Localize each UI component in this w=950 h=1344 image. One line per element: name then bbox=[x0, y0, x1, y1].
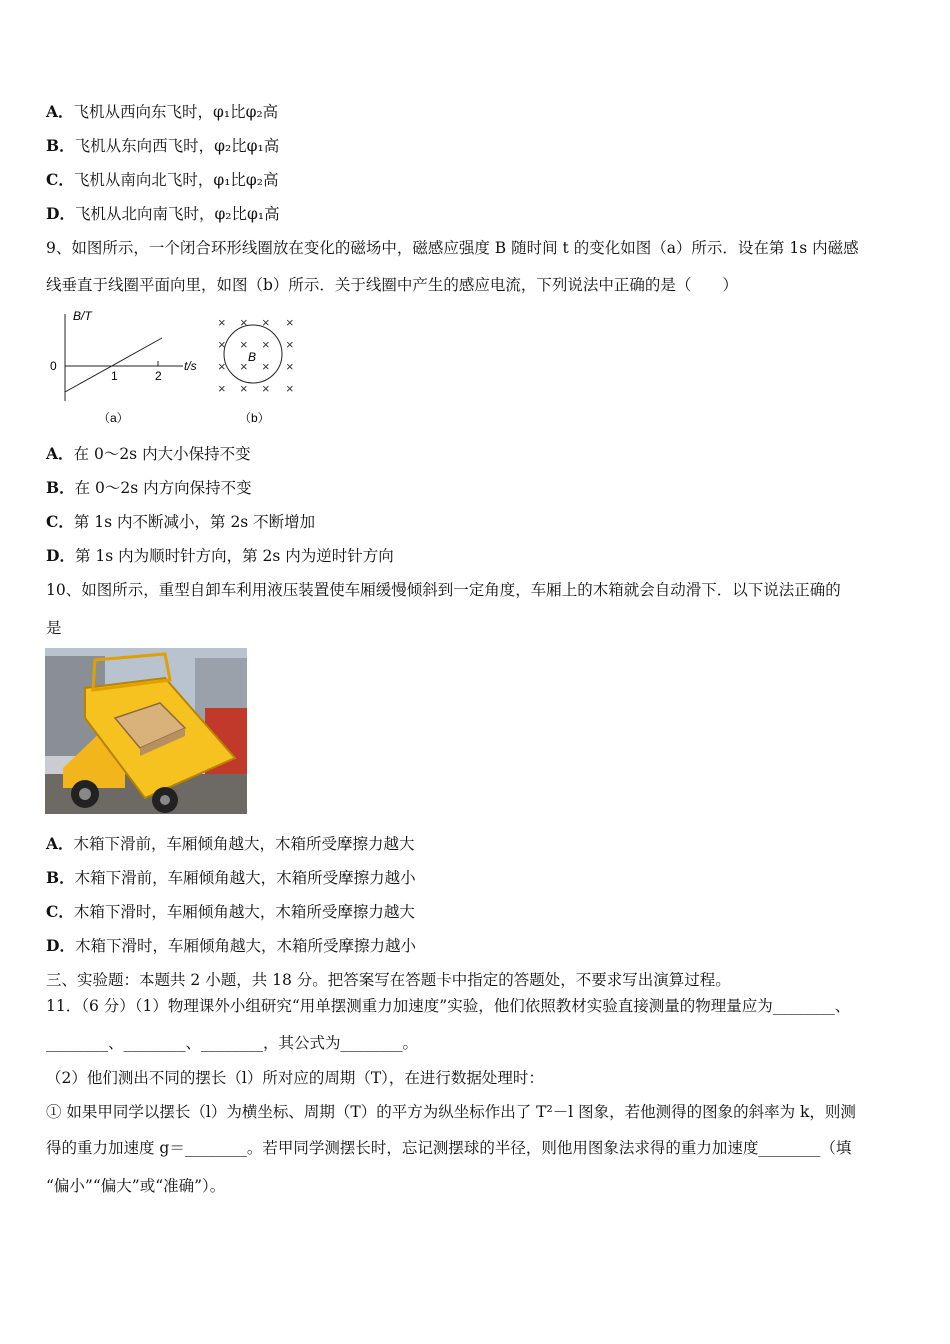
field-cross-mark: × bbox=[240, 337, 248, 352]
field-cross-mark: × bbox=[262, 359, 270, 374]
field-cross-mark: × bbox=[286, 381, 294, 396]
field-cross-mark: × bbox=[286, 337, 294, 352]
dump-truck-photo bbox=[45, 648, 247, 814]
field-cross-mark: × bbox=[262, 381, 270, 396]
graph-a bbox=[50, 309, 197, 425]
q10-stem-line2: 是 bbox=[46, 619, 62, 637]
field-cross-mark: × bbox=[262, 337, 270, 352]
origin-label: 0 bbox=[50, 359, 57, 373]
q9-option-c: C．第 1s 内不断减小，第 2s 不断增加 bbox=[46, 512, 316, 531]
q10-option-b: B．木箱下滑前，车厢倾角越大，木箱所受摩擦力越小 bbox=[46, 868, 416, 887]
q8-option-b: B．飞机从东向西飞时，φ₂比φ₁高 bbox=[46, 136, 280, 155]
graph-b bbox=[218, 315, 294, 425]
field-cross-mark: × bbox=[218, 337, 226, 352]
caption-b: （b） bbox=[239, 411, 270, 425]
field-cross-mark: × bbox=[262, 315, 270, 330]
field-label: B bbox=[248, 350, 257, 364]
q10-stem-line1: 10、如图所示，重型自卸车利用液压装置使车厢缓慢倾斜到一定角度，车厢上的木箱就会自动滑下．以下说法正确的 bbox=[46, 581, 841, 599]
q9-stem-line1: 9、如图所示，一个闭合环形线圈放在变化的磁场中，磁感应强度 B 随时间 t 的变化如图（a）所示．设在第 1s 内磁感 bbox=[46, 239, 859, 257]
q8-option-a: A．飞机从西向东飞时，φ₁比φ₂高 bbox=[46, 102, 279, 121]
field-cross-mark: × bbox=[218, 381, 226, 396]
q8-option-c: C．飞机从南向北飞时，φ₁比φ₂高 bbox=[46, 170, 279, 189]
q11-line3: （2）他们测出不同的摆长（l）所对应的周期（T），在进行数据处理时： bbox=[46, 1069, 544, 1087]
field-cross-mark: × bbox=[240, 381, 248, 396]
q9-option-d: D．第 1s 内为顺时针方向，第 2s 内为逆时针方向 bbox=[46, 546, 394, 565]
tick-1: 1 bbox=[111, 369, 118, 383]
q11-line5: 得的重力加速度 g＝________。若甲同学测摆长时，忘记测摆球的半径，则他用图象法求得的重力加速度________（填 bbox=[46, 1139, 852, 1157]
q11-line6: “偏小”“偏大”或“准确”）。 bbox=[46, 1177, 226, 1195]
field-cross-mark: × bbox=[240, 315, 248, 330]
q9-option-a: A．在 0～2s 内大小保持不变 bbox=[46, 444, 251, 463]
q9-stem-line2: 线垂直于线圈平面向里，如图（b）所示．关于线圈中产生的感应电流，下列说法中正确的是（ ） bbox=[46, 276, 738, 294]
field-cross-mark: × bbox=[218, 315, 226, 330]
q9-option-b: B．在 0～2s 内方向保持不变 bbox=[46, 478, 252, 497]
q9-figure bbox=[46, 308, 306, 430]
b-t-line bbox=[65, 338, 162, 392]
axis-ylabel: B/T bbox=[73, 309, 92, 323]
q10-option-a: A．木箱下滑前，车厢倾角越大，木箱所受摩擦力越大 bbox=[46, 834, 415, 853]
q10-option-c: C．木箱下滑时，车厢倾角越大，木箱所受摩擦力越大 bbox=[46, 902, 415, 921]
tick-2: 2 bbox=[155, 369, 162, 383]
q11-line4: ① 如果甲同学以摆长（l）为横坐标、周期（T）的平方为纵坐标作出了 T²－l 图象，若他测得的图象的斜率为 k，则测 bbox=[46, 1103, 856, 1121]
caption-a: （a） bbox=[98, 411, 129, 425]
q11-line2: ________、________、________，其公式为________。 bbox=[46, 1034, 419, 1052]
field-cross-mark: × bbox=[240, 359, 248, 374]
q8-option-d: D．飞机从北向南飞时，φ₂比φ₁高 bbox=[46, 204, 280, 223]
field-cross-mark: × bbox=[286, 359, 294, 374]
q10-option-d: D．木箱下滑时，车厢倾角越大，木箱所受摩擦力越小 bbox=[46, 936, 416, 955]
q11-line1: 11．（6 分）（1）物理课外小组研究“用单摆测重力加速度”实验，他们依照教材实验直接测量的物理量应为________、 bbox=[46, 997, 851, 1015]
field-cross-mark: × bbox=[286, 315, 294, 330]
axis-xlabel: t/s bbox=[184, 359, 197, 373]
field-cross-mark: × bbox=[218, 359, 226, 374]
section3-heading: 三、实验题：本题共 2 小题，共 18 分。把答案写在答题卡中指定的答题处，不要求写出演算过程。 bbox=[46, 971, 731, 989]
